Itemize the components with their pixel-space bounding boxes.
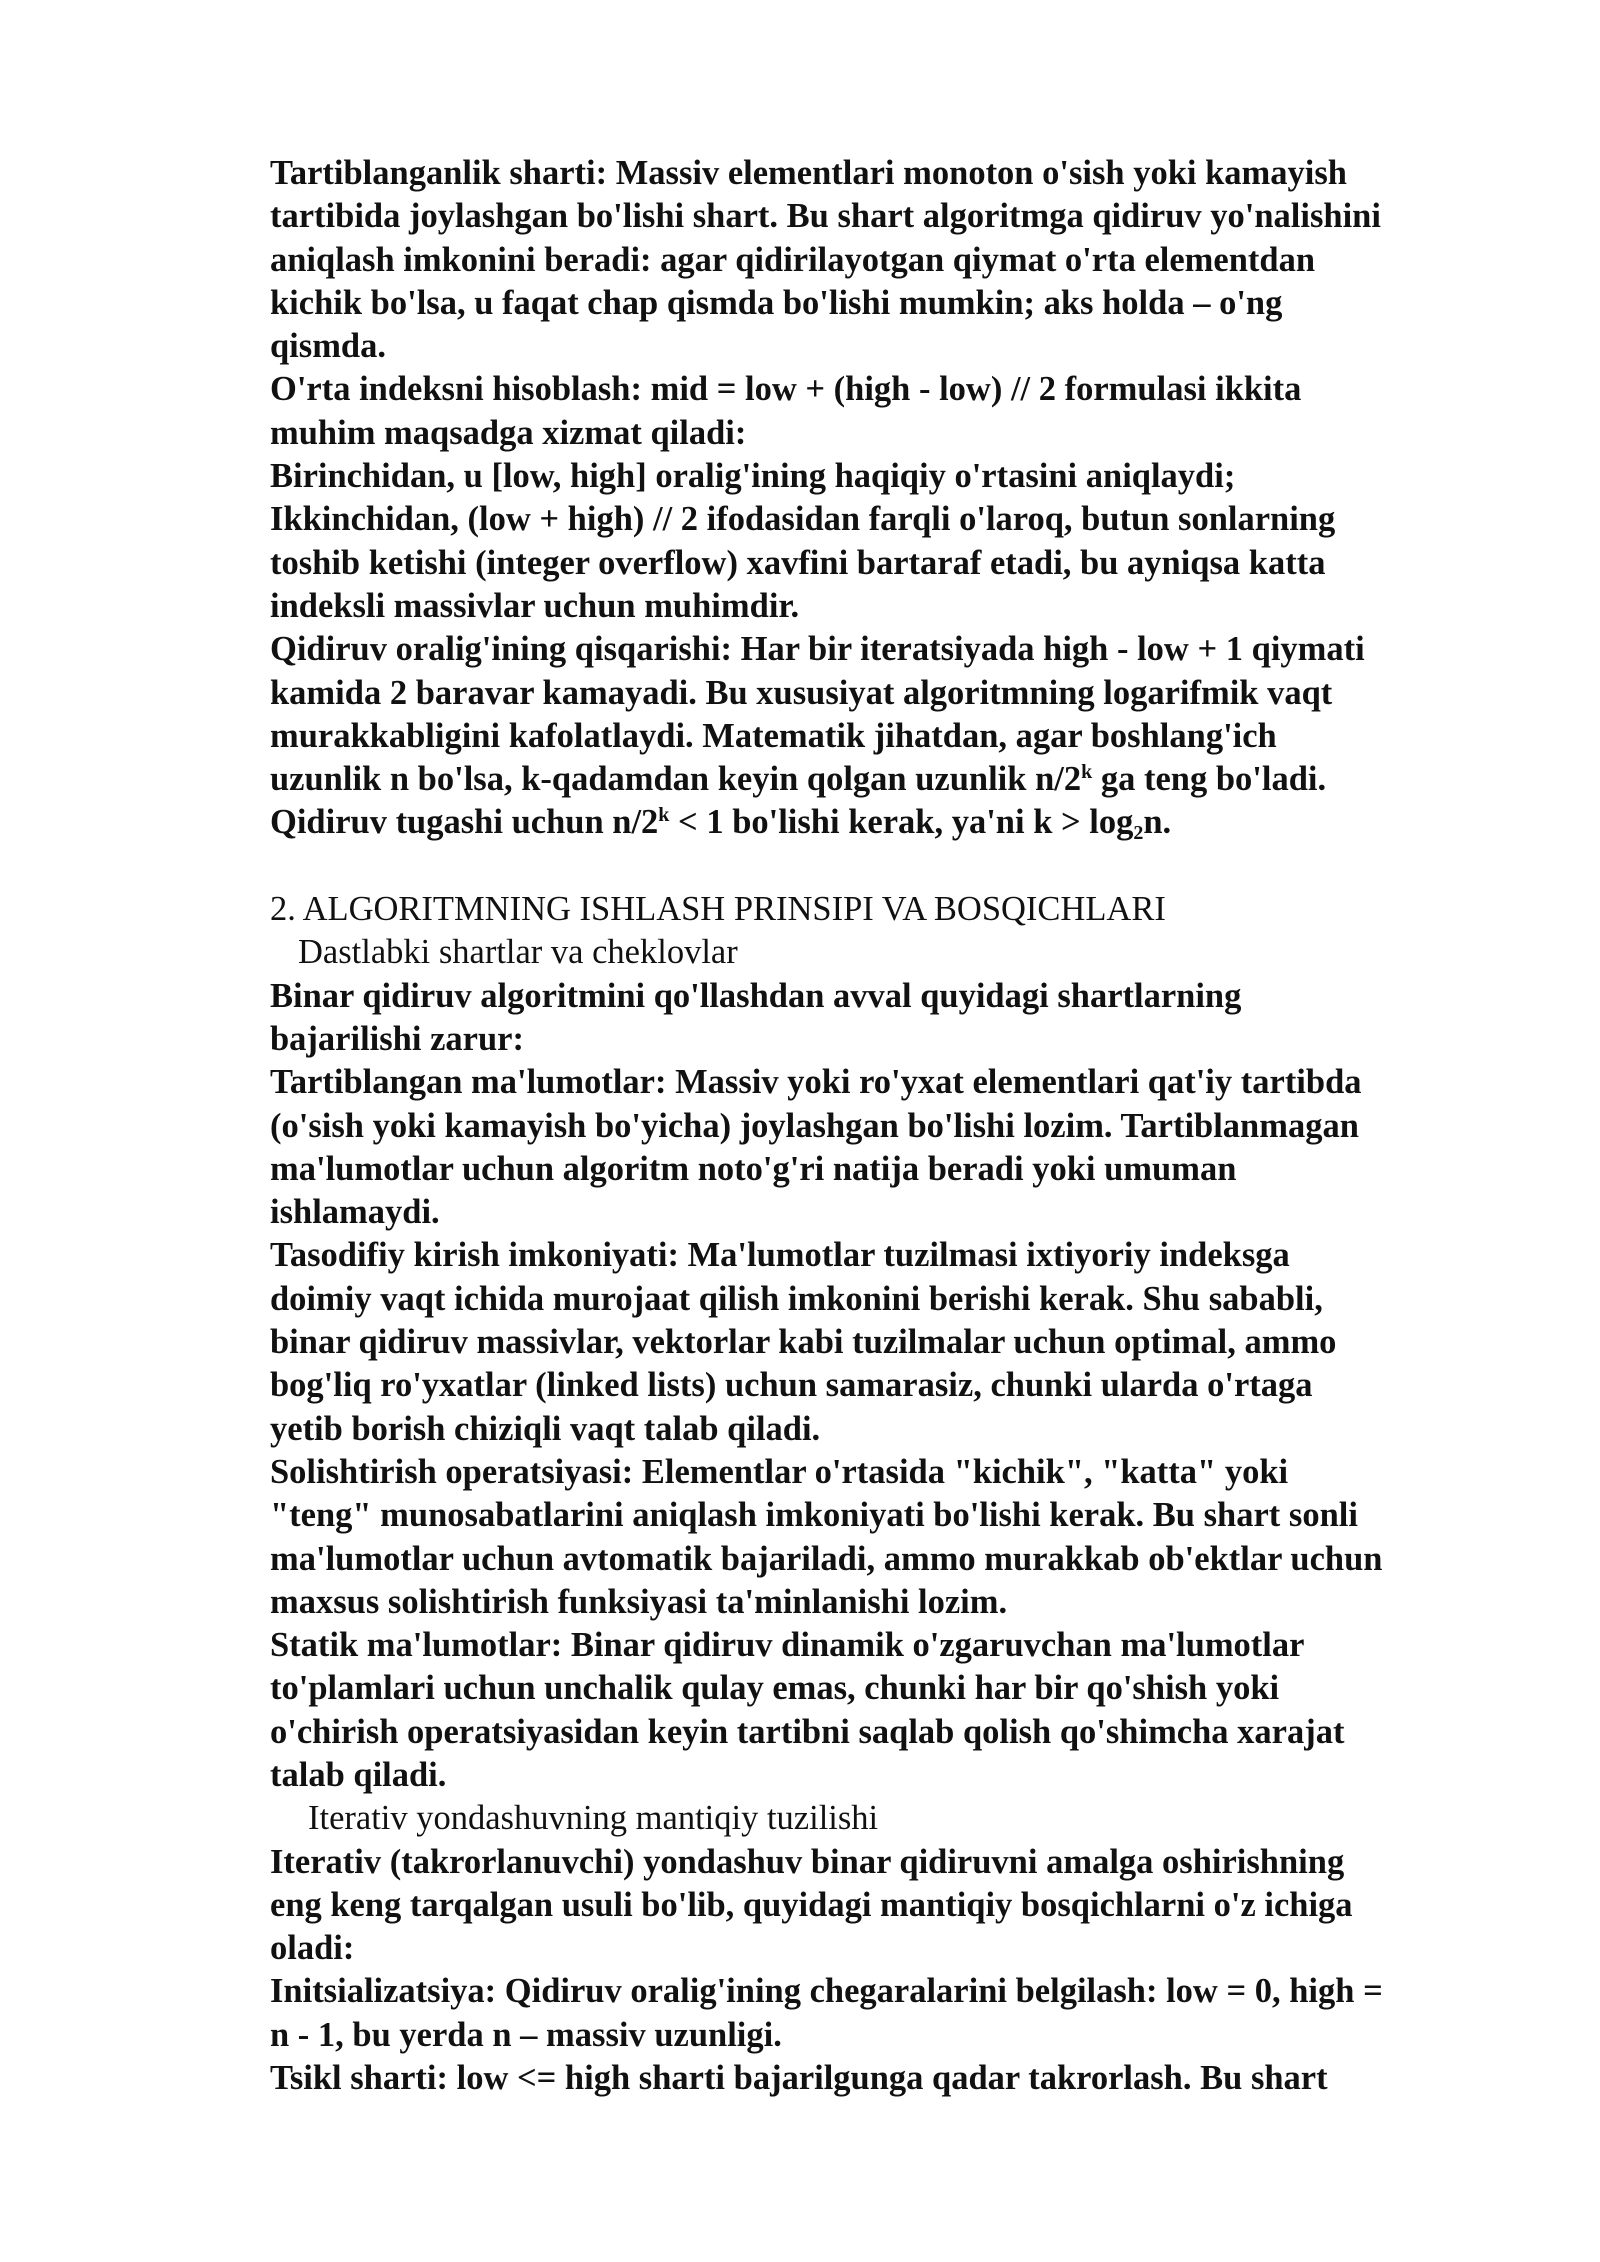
- paragraph-line: Tsikl sharti: low <= high sharti bajarilgunga qadar takrorlash. Bu shart: [270, 2059, 1328, 2098]
- paragraph-line: toshib ketishi (integer overflow) xavfini bartaraf etadi, bu ayniqsa katta: [270, 543, 1326, 582]
- paragraph-line: to'plamlari uchun unchalik qulay emas, chunki har bir qo'shish yoki: [270, 1669, 1280, 1708]
- paragraph-line: O'rta indeksni hisoblash: mid = low + (high - low) // 2 formulasi ikkita: [270, 370, 1302, 409]
- text-run: Qidiruv tugashi uchun n/2: [270, 803, 659, 842]
- superscript: k: [658, 804, 670, 827]
- paragraph-line: murakkabligini kafolatlaydi. Matematik jihatdan, agar boshlang'ich: [270, 716, 1277, 755]
- subheading: Dastlabki shartlar va cheklovlar: [298, 933, 738, 972]
- paragraph-line: bajarilishi zarur:: [270, 1019, 524, 1058]
- paragraph-line: Tasodifiy kirish imkoniyati: Ma'lumotlar tuzilmasi ixtiyoriy indeksga: [270, 1236, 1290, 1275]
- paragraph-line: eng keng tarqalgan usuli bo'lib, quyidagi mantiqiy bosqichlarni o'z ichiga: [270, 1885, 1353, 1924]
- paragraph-line: ishlamaydi.: [270, 1193, 440, 1232]
- paragraph-line: Birinchidan, u [low, high] oralig'ining haqiqiy o'rtasini aniqlaydi;: [270, 457, 1236, 496]
- paragraph-line: bog'liq ro'yxatlar (linked lists) uchun samarasiz, chunki ularda o'rtaga: [270, 1366, 1313, 1405]
- superscript: k: [1081, 761, 1093, 784]
- paragraph-line: talab qiladi.: [270, 1755, 447, 1794]
- paragraph-line: Solishtirish operatsiyasi: Elementlar o'rtasida "kichik", "katta" yoki: [270, 1452, 1289, 1491]
- paragraph-line: Statik ma'lumotlar: Binar qidiruv dinamik o'zgaruvchan ma'lumotlar: [270, 1626, 1305, 1665]
- text-run: ga teng bo'ladi.: [1092, 760, 1327, 799]
- paragraph-line: ma'lumotlar uchun avtomatik bajariladi, ammo murakkab ob'ektlar uchun: [270, 1539, 1383, 1578]
- paragraph-line: Binar qidiruv algoritmini qo'llashdan avval quyidagi shartlarning: [270, 976, 1242, 1015]
- subscript: 2: [1133, 822, 1144, 845]
- text-run: < 1 bo'lishi kerak, ya'ni k > log: [669, 803, 1134, 842]
- blank-line: [270, 845, 1490, 888]
- paragraph-line: Tartiblangan ma'lumotlar: Massiv yoki ro'yxat elementlari qat'iy tartibda: [270, 1063, 1362, 1102]
- paragraph-line: maxsus solishtirish funksiyasi ta'minlanishi lozim.: [270, 1582, 1008, 1621]
- paragraph-line: [270, 801, 1490, 844]
- paragraph-line: Qidiruv oralig'ining qisqarishi: Har bir iteratsiyada high - low + 1 qiymati: [270, 630, 1365, 669]
- paragraph-line: muhim maqsadga xizmat qiladi:: [270, 413, 747, 452]
- paragraph-line: kichik bo'lsa, u faqat chap qismda bo'lishi mumkin; aks holda – o'ng: [270, 283, 1283, 322]
- paragraph-line: ma'lumotlar uchun algoritm noto'g'ri natija beradi yoki umuman: [270, 1149, 1237, 1188]
- paragraph-line: kamida 2 baravar kamayadi. Bu xususiyat algoritmning logarifmik vaqt: [270, 673, 1333, 712]
- paragraph-line: "teng" munosabatlarini aniqlash imkoniyati bo'lishi kerak. Bu shart sonli: [270, 1496, 1358, 1535]
- paragraph-line: indeksli massivlar uchun muhimdir.: [270, 586, 800, 625]
- text-run: n.: [1143, 803, 1172, 842]
- section-heading: 2. ALGORITMNING ISHLASH PRINSIPI VA BOSQICHLARI: [270, 890, 1166, 929]
- paragraph-line: aniqlash imkonini beradi: agar qidirilayotgan qiymat o'rta elementdan: [270, 240, 1316, 279]
- paragraph-line: Ikkinchidan, (low + high) // 2 ifodasidan farqli o'laroq, butun sonlarning: [270, 500, 1336, 539]
- text-run: uzunlik n bo'lsa, k-qadamdan keyin qolgan uzunlik n/2: [270, 760, 1082, 799]
- paragraph-line: yetib borish chiziqli vaqt talab qiladi.: [270, 1409, 821, 1448]
- paragraph-line: Initsializatsiya: Qidiruv oralig'ining chegaralarini belgilash: low = 0, high =: [270, 1972, 1383, 2011]
- paragraph-line: Iterativ (takrorlanuvchi) yondashuv binar qidiruvni amalga oshirishning: [270, 1842, 1345, 1881]
- paragraph-line: oladi:: [270, 1929, 355, 1968]
- paragraph-line: Tartiblanganlik sharti: Massiv elementlari monoton o'sish yoki kamayish: [270, 154, 1347, 192]
- document-body: [270, 152, 1490, 2100]
- paragraph-line: doimiy vaqt ichida murojaat qilish imkonini berishi kerak. Shu sababli,: [270, 1279, 1323, 1318]
- subheading: Iterativ yondashuvning mantiqiy tuzilishi: [308, 1799, 879, 1838]
- paragraph-line: [270, 758, 1490, 801]
- paragraph-line: n - 1, bu yerda n – massiv uzunligi.: [270, 2015, 782, 2054]
- paragraph-line: qismda.: [270, 327, 386, 366]
- paragraph-line: o'chirish operatsiyasidan keyin tartibni saqlab qolish qo'shimcha xarajat: [270, 1712, 1345, 1751]
- paragraph-line: binar qidiruv massivlar, vektorlar kabi tuzilmalar uchun optimal, ammo: [270, 1323, 1337, 1362]
- paragraph-line: tartibida joylashgan bo'lishi shart. Bu shart algoritmga qidiruv yo'nalishini: [270, 197, 1381, 236]
- paragraph-line: (o'sish yoki kamayish bo'yicha) joylashgan bo'lishi lozim. Tartiblanmagan: [270, 1106, 1359, 1145]
